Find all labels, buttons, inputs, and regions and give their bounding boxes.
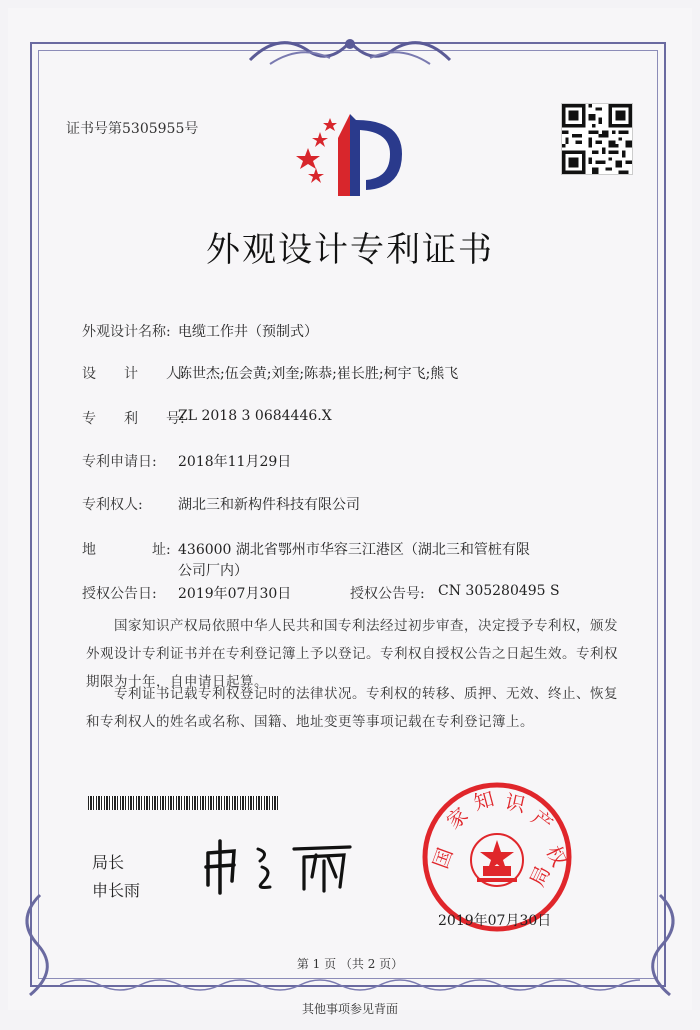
certificate-number: 证书号第5305955号 (66, 121, 199, 137)
bottom-ornament-icon (60, 975, 640, 995)
patent-number-label: 专 利 号: (82, 411, 185, 427)
seal-date: 2019年07月30日 (438, 913, 552, 929)
director-name: 申长雨 (92, 881, 141, 900)
cnipa-logo-icon (294, 108, 404, 200)
patentee-value: 湖北三和新构件科技有限公司 (178, 497, 360, 513)
svg-text:识: 识 (502, 789, 528, 818)
director-signature (200, 835, 360, 895)
director-title: 局长 (92, 853, 125, 872)
svg-text:国: 国 (428, 844, 458, 872)
design-name-value: 电缆工作井（预制式） (178, 324, 318, 340)
designer-value: 陈世杰;伍会黄;刘奎;陈恭;崔长胜;柯宇飞;熊飞 (178, 366, 459, 382)
announcement-number-value: CN 305280495 S (438, 583, 560, 599)
svg-text:知: 知 (471, 786, 497, 815)
grant-date-value: 2019年07月30日 (178, 586, 292, 602)
legal-status-paragraph: 专利证书记载专利权登记时的法律状况。专利权的转移、质押、无效、终止、恢复和专利权人的姓名或名称、国籍、地址变更等事项记载在专利登记簿上。 (86, 686, 618, 730)
qr-code-icon (561, 103, 633, 175)
certificate-title: 外观设计专利证书 (206, 230, 494, 270)
address-label: 地 址: (82, 542, 171, 558)
top-ornament-icon (240, 30, 460, 70)
grant-statement-paragraph: 国家知识产权局依照中华人民共和国专利法经过初步审查，决定授予专利权，颁发外观设计专利证书并在专利登记簿上予以登记。专利权自授权公告之日起生效。专利权期限为十年，自申请日起算。 (86, 618, 618, 690)
svg-text:局: 局 (524, 861, 555, 891)
designer-label: 设 计 人: (82, 366, 185, 382)
svg-text:产: 产 (526, 805, 558, 837)
grant-date-label: 授权公告日: (82, 586, 157, 602)
announcement-number-label: 授权公告号: (350, 586, 425, 602)
application-date-value: 2018年11月29日 (178, 454, 292, 470)
application-date-label: 专利申请日: (82, 454, 157, 470)
svg-text:家: 家 (441, 802, 473, 834)
svg-text:权: 权 (541, 841, 572, 871)
page-indicator: 第 1 页 （共 2 页） (296, 957, 404, 971)
patent-number-value: ZL 2018 3 0684446.X (178, 408, 332, 424)
design-name-label: 外观设计名称: (82, 324, 171, 340)
address-value-line2: 公司厂内） (178, 563, 248, 579)
footer-note: 其他事项参见背面 (301, 1002, 398, 1016)
address-value: 436000 湖北省鄂州市华容三江港区（湖北三和管桩有限 (178, 542, 530, 558)
barcode (88, 796, 280, 810)
patentee-label: 专利权人: (82, 497, 143, 513)
